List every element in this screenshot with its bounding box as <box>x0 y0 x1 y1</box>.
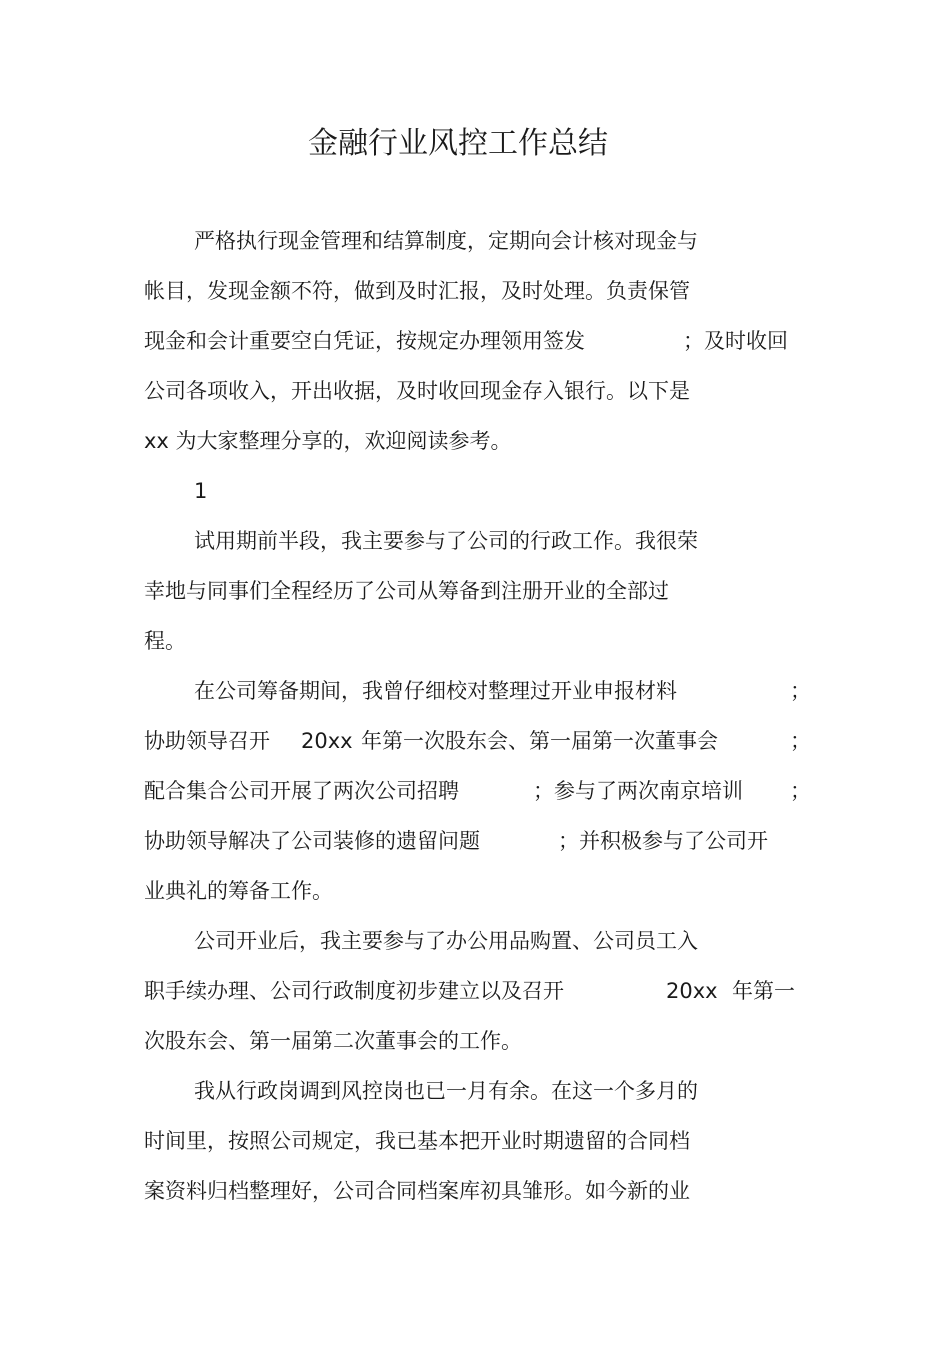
document-title: 金融行业风控工作总结 <box>308 126 608 161</box>
paragraph-5-line-2: 时间里，按照公司规定，我已基本把开业时期遗留的合同档 <box>144 1129 690 1153</box>
paragraph-1-line-1: 严格执行现金管理和结算制度，定期向会计核对现金与 <box>194 229 698 253</box>
paragraph-1-line-3-part-2: ；及时收回 <box>683 329 788 353</box>
paragraph-4-line-2-part-1: 职手续办理、公司行政制度初步建立以及召开 <box>144 979 564 1003</box>
paragraph-1-line-4: 公司各项收入，开出收据，及时收回现金存入银行。以下是 <box>144 379 690 403</box>
paragraph-4-line-2-part-3: 年第一 <box>732 979 795 1003</box>
paragraph-3-line-4-part-2: ；并积极参与了公司开 <box>558 829 768 853</box>
paragraph-5-line-1: 我从行政岗调到风控岗也已一月有余。在这一个多月的 <box>194 1079 698 1103</box>
paragraph-4-line-2-part-2: 20xx <box>666 979 718 1003</box>
section-number: 1 <box>194 479 208 503</box>
paragraph-4-line-1: 公司开业后，我主要参与了办公用品购置、公司员工入 <box>194 929 698 953</box>
paragraph-3-line-3-part-1: 配合集合公司开展了两次公司招聘 <box>144 779 459 803</box>
paragraph-3-line-2-part-2: 20xx <box>301 729 353 753</box>
paragraph-3-line-1-part-2: ； <box>790 679 811 703</box>
paragraph-3-line-2-part-3: 年第一次股东会、第一届第一次董事会 <box>361 729 718 753</box>
paragraph-4-line-3: 次股东会、第一届第二次董事会的工作。 <box>144 1029 522 1053</box>
paragraph-2-line-1: 试用期前半段，我主要参与了公司的行政工作。我很荣 <box>194 529 698 553</box>
paragraph-3-line-5: 业典礼的筹备工作。 <box>144 879 333 903</box>
paragraph-1-line-5: xx 为大家整理分享的，欢迎阅读参考。 <box>144 429 512 453</box>
paragraph-3-line-1-part-1: 在公司筹备期间，我曾仔细校对整理过开业申报材料 <box>194 679 677 703</box>
paragraph-3-line-2-part-4: ； <box>790 729 811 753</box>
paragraph-3-line-3-part-2: ；参与了两次南京培训 <box>533 779 743 803</box>
paragraph-2-line-3: 程。 <box>144 629 186 653</box>
paragraph-3-line-3-part-3: ； <box>790 779 811 803</box>
paragraph-3-line-4-part-1: 协助领导解决了公司装修的遗留问题 <box>144 829 480 853</box>
paragraph-2-line-2: 幸地与同事们全程经历了公司从筹备到注册开业的全部过 <box>144 579 669 603</box>
paragraph-1-line-3-part-1: 现金和会计重要空白凭证，按规定办理领用签发 <box>144 329 585 353</box>
paragraph-3-line-2-part-1: 协助领导召开 <box>144 729 270 753</box>
paragraph-5-line-3: 案资料归档整理好，公司合同档案库初具雏形。如今新的业 <box>144 1179 690 1203</box>
paragraph-1-line-2: 帐目，发现金额不符，做到及时汇报，及时处理。负责保管 <box>144 279 690 303</box>
